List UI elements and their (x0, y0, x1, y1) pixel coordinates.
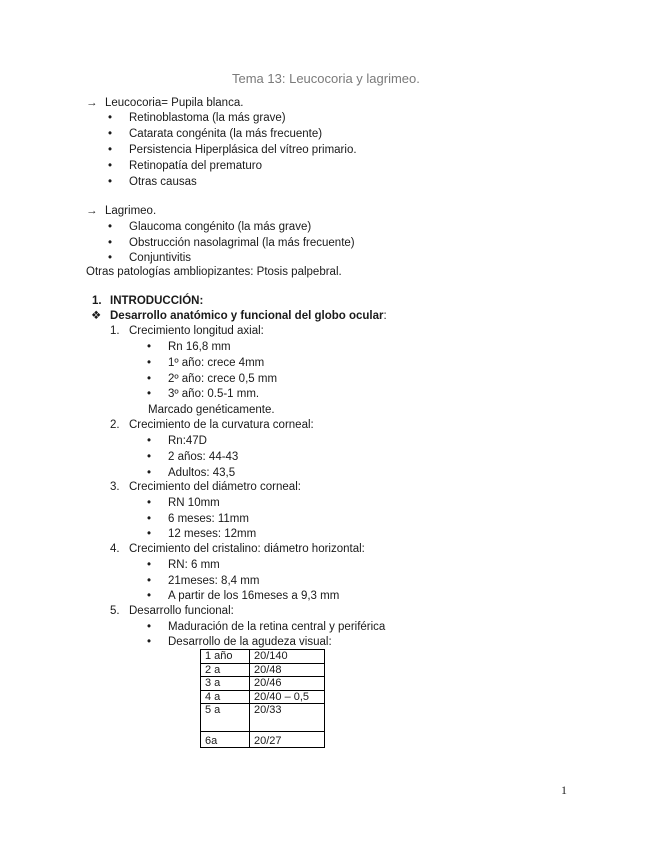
table-cell-age: 4 a (201, 690, 250, 704)
page-number: 1 (561, 783, 567, 797)
table-row (201, 650, 325, 664)
table-cell-acuity: 20/46 (250, 677, 325, 691)
list-item: • 2 años: 44-43 (168, 450, 238, 464)
table-cell-acuity: 20/140 (250, 650, 325, 664)
list-item: • Glaucoma congénito (la más grave) (129, 220, 311, 234)
numbered-item-number: 3. (110, 481, 120, 493)
table-row (201, 677, 325, 691)
table-row (201, 704, 325, 732)
list-item: • RN: 6 mm (168, 558, 220, 572)
numbered-item-number: 1. (110, 325, 120, 337)
numbered-item-label: Crecimiento del cristalino: diámetro horizontal: (129, 543, 365, 555)
subsection-heading: Desarrollo anatómico y funcional del globo ocular: (110, 310, 387, 322)
list-item: • Rn 16,8 mm (168, 340, 231, 354)
list-item: • Desarrollo de la agudeza visual: (168, 635, 332, 649)
table-cell-acuity: 20/40 – 0,5 (250, 690, 325, 704)
list-item: • Adultos: 43,5 (168, 466, 235, 480)
table-row (201, 663, 325, 677)
table-cell-acuity: 20/48 (250, 663, 325, 677)
otras-patologias: Otras patologías ambliopizantes: Ptosis palpebral. (86, 266, 342, 278)
table-cell-age: 3 a (201, 677, 250, 691)
list-item: • Otras causas (129, 175, 197, 189)
note: Marcado genéticamente. (148, 404, 275, 416)
list-item: • 2º año: crece 0,5 mm (168, 372, 277, 386)
table-cell-acuity: 20/27 (250, 732, 325, 748)
numbered-item-label: Crecimiento de la curvatura corneal: (129, 419, 314, 431)
table-cell-age: 2 a (201, 663, 250, 677)
numbered-item-number: 4. (110, 543, 120, 555)
table-row (201, 732, 325, 748)
section-heading: INTRODUCCIÓN: (110, 295, 204, 307)
page-title: Tema 13: Leucocoria y lagrimeo. (232, 71, 420, 86)
table-cell-age: 5 a (201, 704, 250, 732)
list-item: • 12 meses: 12mm (168, 527, 256, 541)
arrow-bullet-icon: → (86, 205, 98, 217)
table-cell-age: 1 año (201, 650, 250, 664)
numbered-item-number: 2. (110, 419, 120, 431)
numbered-item-label: Crecimiento longitud axial: (129, 325, 264, 337)
list-item: • RN 10mm (168, 496, 220, 510)
list-item: • Catarata congénita (la más frecuente) (129, 127, 322, 141)
list-item: • Retinopatía del prematuro (129, 159, 262, 173)
numbered-item-label: Crecimiento del diámetro corneal: (129, 481, 301, 493)
visual-acuity-table (200, 649, 325, 748)
list-item: • 21meses: 8,4 mm (168, 574, 259, 588)
list-item: • Conjuntivitis (129, 251, 191, 265)
lagrimeo-heading: Lagrimeo. (105, 205, 157, 217)
leucocoria-heading: Leucocoria= Pupila blanca. (105, 97, 244, 109)
list-item: • Maduración de la retina central y periférica (168, 620, 385, 634)
table-row (201, 690, 325, 704)
list-item: • 6 meses: 11mm (168, 512, 249, 526)
list-item: • 3º año: 0.5-1 mm. (168, 387, 259, 401)
list-item: • Retinoblastoma (la más grave) (129, 111, 286, 125)
diamond-bullet-icon: ❖ (91, 310, 102, 322)
list-item: • Obstrucción nasolagrimal (la más frecuente) (129, 236, 355, 250)
list-item: • 1º año: crece 4mm (168, 356, 264, 370)
numbered-item-number: 5. (110, 605, 120, 617)
table-cell-acuity: 20/33 (250, 704, 325, 732)
list-item: • Persistencia Hiperplásica del vítreo primario. (129, 143, 357, 157)
table-cell-age: 6a (201, 732, 250, 748)
section-number: 1. (92, 295, 102, 307)
list-item: • Rn:47D (168, 434, 207, 448)
numbered-item-label: Desarrollo funcional: (129, 605, 234, 617)
arrow-bullet-icon: → (86, 97, 98, 109)
list-item: • A partir de los 16meses a 9,3 mm (168, 589, 339, 603)
